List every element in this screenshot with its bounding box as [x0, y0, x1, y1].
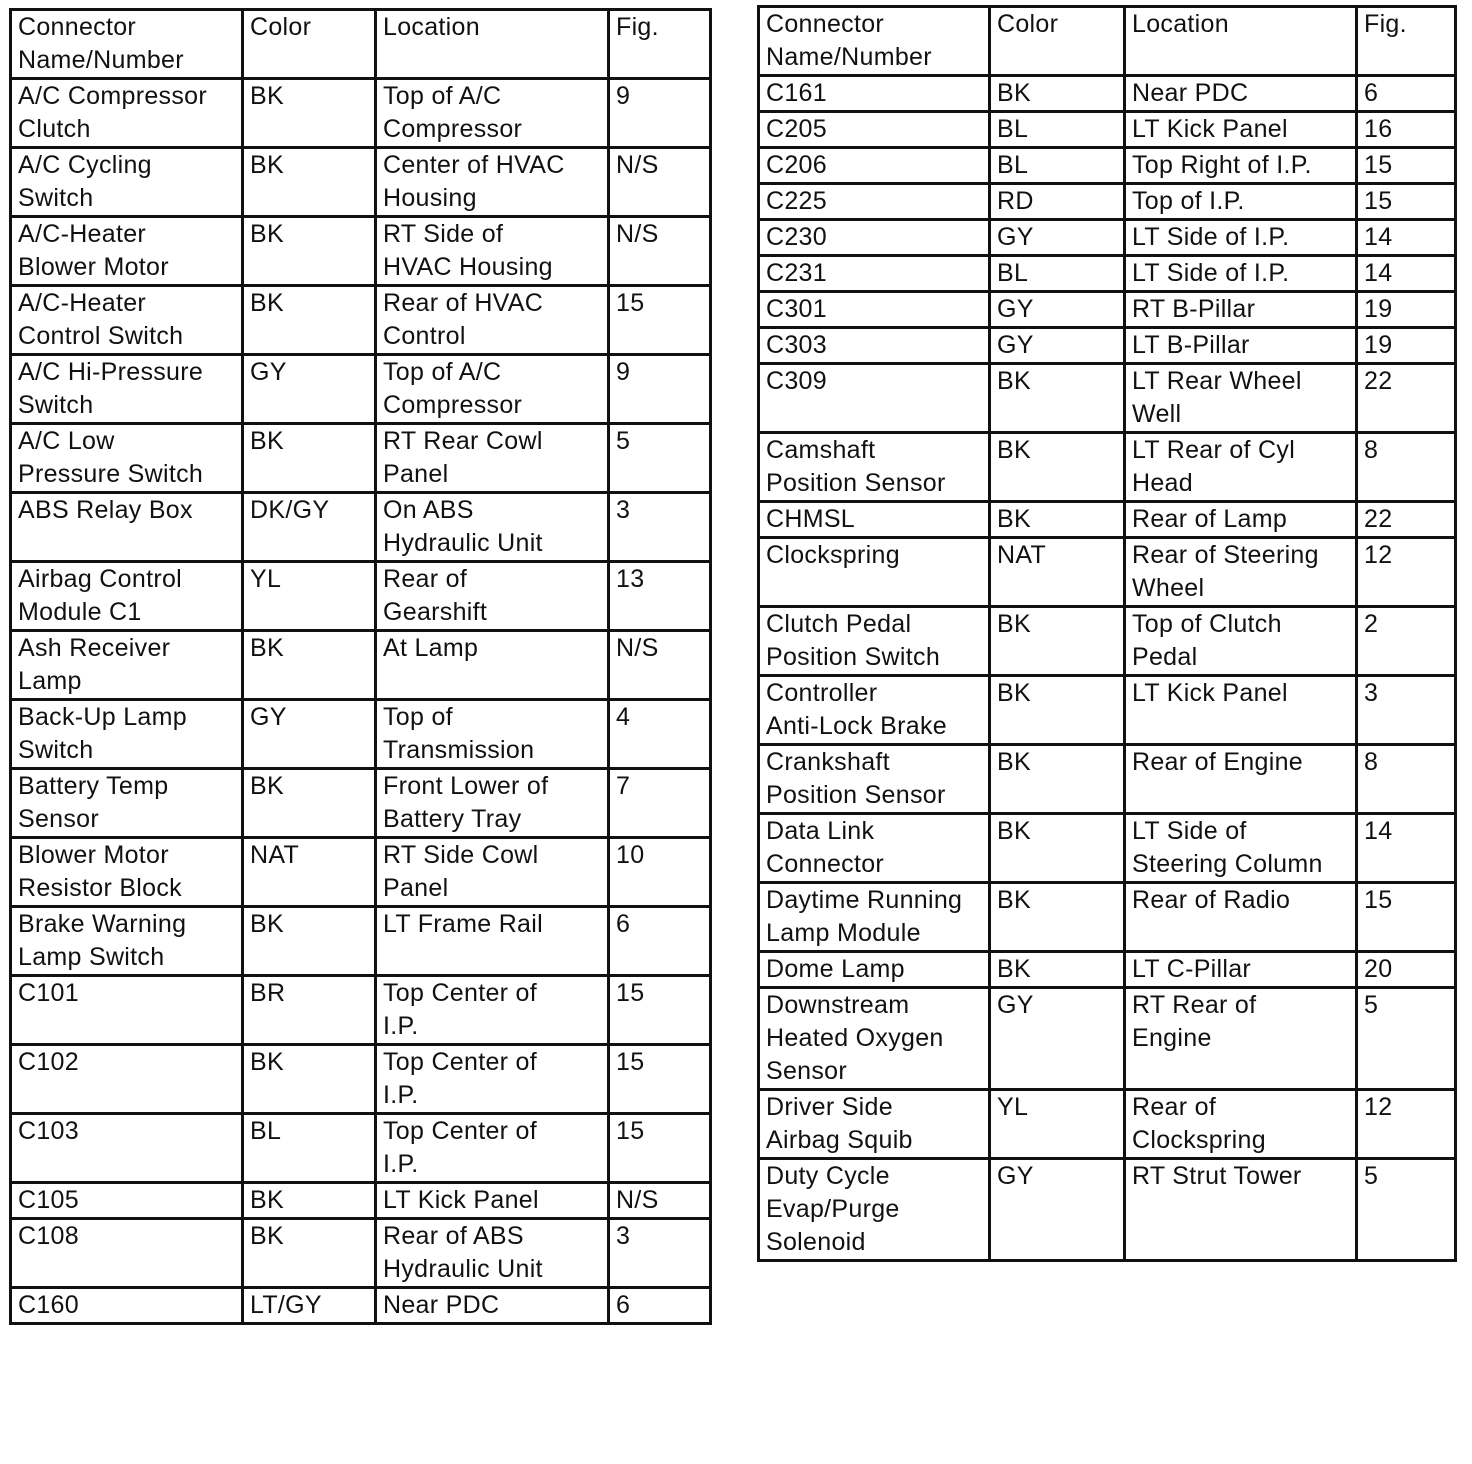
- cell-color: LT/GY: [243, 1288, 376, 1324]
- cell-connector-name: A/C-Heater Blower Motor: [11, 217, 243, 286]
- cell-location: LT Side of Steering Column: [1125, 814, 1357, 883]
- cell-location: Rear of Radio: [1125, 883, 1357, 952]
- table-row: [11, 769, 711, 838]
- cell-color: BK: [243, 424, 376, 493]
- cell-connector-name: Clutch Pedal Position Switch: [759, 607, 990, 676]
- cell-fig: 14: [1357, 220, 1456, 256]
- table-row: [759, 256, 1456, 292]
- cell-fig: 16: [1357, 112, 1456, 148]
- cell-connector-name: C101: [11, 976, 243, 1045]
- cell-color: BK: [990, 502, 1125, 538]
- table-row: [759, 502, 1456, 538]
- cell-color: BK: [243, 79, 376, 148]
- cell-fig: 6: [1357, 76, 1456, 112]
- cell-connector-name: C230: [759, 220, 990, 256]
- header-location: Location: [1125, 7, 1357, 76]
- cell-location: Rear of Clockspring: [1125, 1090, 1357, 1159]
- cell-fig: 7: [609, 769, 711, 838]
- table-row: [759, 1159, 1456, 1261]
- cell-fig: 8: [1357, 745, 1456, 814]
- cell-location: Top of A/C Compressor: [376, 355, 609, 424]
- cell-connector-name: A/C Cycling Switch: [11, 148, 243, 217]
- table-row: [759, 988, 1456, 1090]
- cell-fig: 15: [1357, 148, 1456, 184]
- cell-color: BK: [990, 745, 1125, 814]
- cell-connector-name: Daytime Running Lamp Module: [759, 883, 990, 952]
- cell-location: LT Rear of Cyl Head: [1125, 433, 1357, 502]
- cell-fig: 13: [609, 562, 711, 631]
- table-row: [11, 907, 711, 976]
- cell-fig: 20: [1357, 952, 1456, 988]
- cell-fig: 15: [1357, 883, 1456, 952]
- cell-location: LT Frame Rail: [376, 907, 609, 976]
- cell-connector-name: ABS Relay Box: [11, 493, 243, 562]
- cell-fig: 8: [1357, 433, 1456, 502]
- cell-connector-name: Camshaft Position Sensor: [759, 433, 990, 502]
- cell-color: YL: [243, 562, 376, 631]
- cell-fig: 15: [1357, 184, 1456, 220]
- table-row: [759, 1090, 1456, 1159]
- cell-connector-name: Data Link Connector: [759, 814, 990, 883]
- header-fig: Fig.: [609, 10, 711, 79]
- cell-color: BK: [243, 286, 376, 355]
- table-row: [759, 607, 1456, 676]
- cell-color: BK: [243, 907, 376, 976]
- cell-connector-name: C102: [11, 1045, 243, 1114]
- cell-connector-name: A/C Low Pressure Switch: [11, 424, 243, 493]
- cell-color: GY: [990, 292, 1125, 328]
- cell-location: Rear of Steering Wheel: [1125, 538, 1357, 607]
- cell-location: RT Rear Cowl Panel: [376, 424, 609, 493]
- cell-connector-name: C225: [759, 184, 990, 220]
- cell-location: Rear of ABS Hydraulic Unit: [376, 1219, 609, 1288]
- cell-location: LT Rear Wheel Well: [1125, 364, 1357, 433]
- cell-color: BR: [243, 976, 376, 1045]
- cell-connector-name: C206: [759, 148, 990, 184]
- cell-fig: 5: [1357, 988, 1456, 1090]
- cell-connector-name: C105: [11, 1183, 243, 1219]
- table-row: [759, 538, 1456, 607]
- cell-connector-name: A/C Hi-Pressure Switch: [11, 355, 243, 424]
- cell-connector-name: Brake Warning Lamp Switch: [11, 907, 243, 976]
- table-row: [759, 292, 1456, 328]
- cell-location: Rear of Gearshift: [376, 562, 609, 631]
- table-row: [11, 1219, 711, 1288]
- cell-connector-name: C231: [759, 256, 990, 292]
- cell-fig: 6: [609, 907, 711, 976]
- cell-connector-name: C160: [11, 1288, 243, 1324]
- connector-table-left: [9, 8, 712, 1325]
- cell-color: BK: [990, 814, 1125, 883]
- cell-location: Top Center of I.P.: [376, 1114, 609, 1183]
- cell-fig: 15: [609, 286, 711, 355]
- cell-color: BK: [990, 76, 1125, 112]
- table-row: [759, 148, 1456, 184]
- cell-connector-name: C309: [759, 364, 990, 433]
- table-row: [11, 700, 711, 769]
- cell-color: YL: [990, 1090, 1125, 1159]
- table-row: [11, 1183, 711, 1219]
- table-row: [759, 184, 1456, 220]
- cell-location: Top Right of I.P.: [1125, 148, 1357, 184]
- cell-color: BK: [990, 607, 1125, 676]
- cell-connector-name: Clockspring: [759, 538, 990, 607]
- cell-color: BK: [990, 883, 1125, 952]
- cell-location: Top of A/C Compressor: [376, 79, 609, 148]
- cell-connector-name: Blower Motor Resistor Block: [11, 838, 243, 907]
- cell-fig: 9: [609, 79, 711, 148]
- cell-connector-name: C108: [11, 1219, 243, 1288]
- cell-color: GY: [243, 355, 376, 424]
- table-row: [11, 424, 711, 493]
- cell-color: BK: [990, 433, 1125, 502]
- header-fig: Fig.: [1357, 7, 1456, 76]
- cell-fig: 5: [609, 424, 711, 493]
- cell-connector-name: Downstream Heated Oxygen Sensor: [759, 988, 990, 1090]
- cell-location: RT Side of HVAC Housing: [376, 217, 609, 286]
- header-color: Color: [243, 10, 376, 79]
- cell-color: BL: [243, 1114, 376, 1183]
- cell-location: At Lamp: [376, 631, 609, 700]
- cell-connector-name: Driver Side Airbag Squib: [759, 1090, 990, 1159]
- header-color: Color: [990, 7, 1125, 76]
- cell-location: LT Side of I.P.: [1125, 220, 1357, 256]
- cell-location: RT Strut Tower: [1125, 1159, 1357, 1261]
- cell-fig: 14: [1357, 814, 1456, 883]
- cell-fig: 10: [609, 838, 711, 907]
- cell-connector-name: CHMSL: [759, 502, 990, 538]
- cell-color: DK/GY: [243, 493, 376, 562]
- cell-color: GY: [990, 1159, 1125, 1261]
- table-row: [759, 952, 1456, 988]
- cell-location: Near PDC: [1125, 76, 1357, 112]
- cell-fig: 12: [1357, 538, 1456, 607]
- table-row: [759, 433, 1456, 502]
- cell-fig: 14: [1357, 256, 1456, 292]
- cell-location: Rear of Lamp: [1125, 502, 1357, 538]
- cell-connector-name: Airbag Control Module C1: [11, 562, 243, 631]
- cell-color: BK: [243, 631, 376, 700]
- cell-connector-name: A/C Compressor Clutch: [11, 79, 243, 148]
- cell-color: NAT: [243, 838, 376, 907]
- table-row: [759, 814, 1456, 883]
- cell-location: Rear of HVAC Control: [376, 286, 609, 355]
- table-row: [759, 328, 1456, 364]
- cell-fig: 15: [609, 976, 711, 1045]
- table-row: [11, 355, 711, 424]
- cell-color: BK: [243, 769, 376, 838]
- connector-table-right: [757, 5, 1457, 1262]
- cell-location: On ABS Hydraulic Unit: [376, 493, 609, 562]
- cell-fig: 3: [1357, 676, 1456, 745]
- table-row: [11, 286, 711, 355]
- cell-color: BK: [990, 676, 1125, 745]
- table-row: [759, 883, 1456, 952]
- cell-fig: 22: [1357, 364, 1456, 433]
- table-row: [11, 976, 711, 1045]
- cell-location: Top Center of I.P.: [376, 1045, 609, 1114]
- cell-fig: N/S: [609, 1183, 711, 1219]
- cell-fig: 22: [1357, 502, 1456, 538]
- table-row: [759, 220, 1456, 256]
- cell-color: GY: [990, 328, 1125, 364]
- cell-connector-name: Battery Temp Sensor: [11, 769, 243, 838]
- table-row: [11, 838, 711, 907]
- cell-color: BK: [243, 1183, 376, 1219]
- header-connector-name: Connector Name/Number: [11, 10, 243, 79]
- cell-location: Rear of Engine: [1125, 745, 1357, 814]
- cell-color: BL: [990, 112, 1125, 148]
- cell-connector-name: C303: [759, 328, 990, 364]
- cell-fig: 19: [1357, 328, 1456, 364]
- header-connector-name: Connector Name/Number: [759, 7, 990, 76]
- cell-connector-name: C205: [759, 112, 990, 148]
- cell-fig: 3: [609, 493, 711, 562]
- cell-connector-name: Back-Up Lamp Switch: [11, 700, 243, 769]
- cell-color: BK: [990, 364, 1125, 433]
- cell-location: Front Lower of Battery Tray: [376, 769, 609, 838]
- cell-fig: 12: [1357, 1090, 1456, 1159]
- cell-color: BL: [990, 148, 1125, 184]
- cell-color: BK: [243, 217, 376, 286]
- table-row: [11, 631, 711, 700]
- cell-location: Center of HVAC Housing: [376, 148, 609, 217]
- table-row: [11, 217, 711, 286]
- cell-fig: 19: [1357, 292, 1456, 328]
- table-row: [759, 112, 1456, 148]
- cell-location: LT B-Pillar: [1125, 328, 1357, 364]
- table-row: [759, 76, 1456, 112]
- cell-fig: 2: [1357, 607, 1456, 676]
- table-row: [11, 79, 711, 148]
- table-row: [11, 562, 711, 631]
- cell-color: BK: [243, 1219, 376, 1288]
- table-row: [759, 745, 1456, 814]
- cell-location: LT Kick Panel: [1125, 112, 1357, 148]
- cell-location: Top of I.P.: [1125, 184, 1357, 220]
- cell-color: RD: [990, 184, 1125, 220]
- cell-color: BL: [990, 256, 1125, 292]
- cell-fig: 6: [609, 1288, 711, 1324]
- table-row: [11, 1045, 711, 1114]
- table-header-row: [759, 7, 1456, 76]
- cell-location: RT Side Cowl Panel: [376, 838, 609, 907]
- cell-color: GY: [990, 220, 1125, 256]
- cell-fig: 5: [1357, 1159, 1456, 1261]
- table-row: [11, 1288, 711, 1324]
- cell-location: LT Kick Panel: [376, 1183, 609, 1219]
- cell-location: LT Kick Panel: [1125, 676, 1357, 745]
- table-header-row: [11, 10, 711, 79]
- cell-location: Top of Transmission: [376, 700, 609, 769]
- cell-connector-name: C161: [759, 76, 990, 112]
- table-row: [759, 676, 1456, 745]
- cell-connector-name: C301: [759, 292, 990, 328]
- cell-location: Near PDC: [376, 1288, 609, 1324]
- cell-fig: 3: [609, 1219, 711, 1288]
- cell-color: BK: [243, 148, 376, 217]
- cell-fig: 15: [609, 1114, 711, 1183]
- cell-location: LT Side of I.P.: [1125, 256, 1357, 292]
- cell-location: RT B-Pillar: [1125, 292, 1357, 328]
- cell-fig: N/S: [609, 631, 711, 700]
- table-row: [11, 493, 711, 562]
- cell-location: RT Rear of Engine: [1125, 988, 1357, 1090]
- header-location: Location: [376, 10, 609, 79]
- cell-fig: 9: [609, 355, 711, 424]
- table-row: [11, 148, 711, 217]
- cell-location: LT C-Pillar: [1125, 952, 1357, 988]
- cell-connector-name: Controller Anti-Lock Brake: [759, 676, 990, 745]
- cell-connector-name: Ash Receiver Lamp: [11, 631, 243, 700]
- table-row: [759, 364, 1456, 433]
- cell-connector-name: Dome Lamp: [759, 952, 990, 988]
- cell-color: NAT: [990, 538, 1125, 607]
- cell-connector-name: Duty Cycle Evap/Purge Solenoid: [759, 1159, 990, 1261]
- cell-fig: N/S: [609, 217, 711, 286]
- cell-fig: N/S: [609, 148, 711, 217]
- cell-connector-name: C103: [11, 1114, 243, 1183]
- cell-connector-name: Crankshaft Position Sensor: [759, 745, 990, 814]
- cell-color: BK: [243, 1045, 376, 1114]
- cell-location: Top of Clutch Pedal: [1125, 607, 1357, 676]
- cell-fig: 15: [609, 1045, 711, 1114]
- cell-connector-name: A/C-Heater Control Switch: [11, 286, 243, 355]
- cell-color: GY: [243, 700, 376, 769]
- cell-color: GY: [990, 988, 1125, 1090]
- cell-fig: 4: [609, 700, 711, 769]
- table-row: [11, 1114, 711, 1183]
- cell-location: Top Center of I.P.: [376, 976, 609, 1045]
- cell-color: BK: [990, 952, 1125, 988]
